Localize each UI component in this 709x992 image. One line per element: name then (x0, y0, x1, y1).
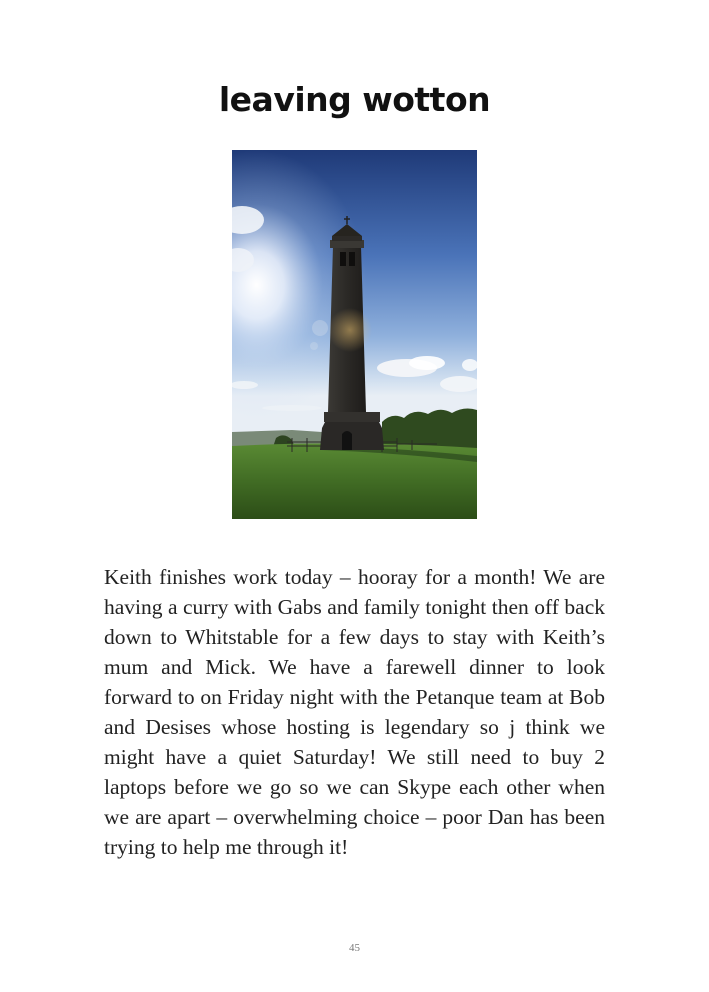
journal-entry-text: Keith finishes work today – hooray for a month! We are having a curry with Gabs and family tonight then off back down to Whitstable for a few days to stay with Keith’s mum and Mick. We have a farewell dinner to look forward to on Friday night with the Petanque team at Bob and Desises whose hosting is legendary so j think we might have a quiet Saturday! We still need to buy 2 laptops before we go so we can Skype each other when we are apart – overwhelming choice – poor Dan has been trying to help me through it! (104, 565, 605, 859)
page-number: 45 (349, 942, 360, 954)
tower-photo (232, 150, 477, 519)
page-title: leaving wotton (218, 80, 491, 119)
